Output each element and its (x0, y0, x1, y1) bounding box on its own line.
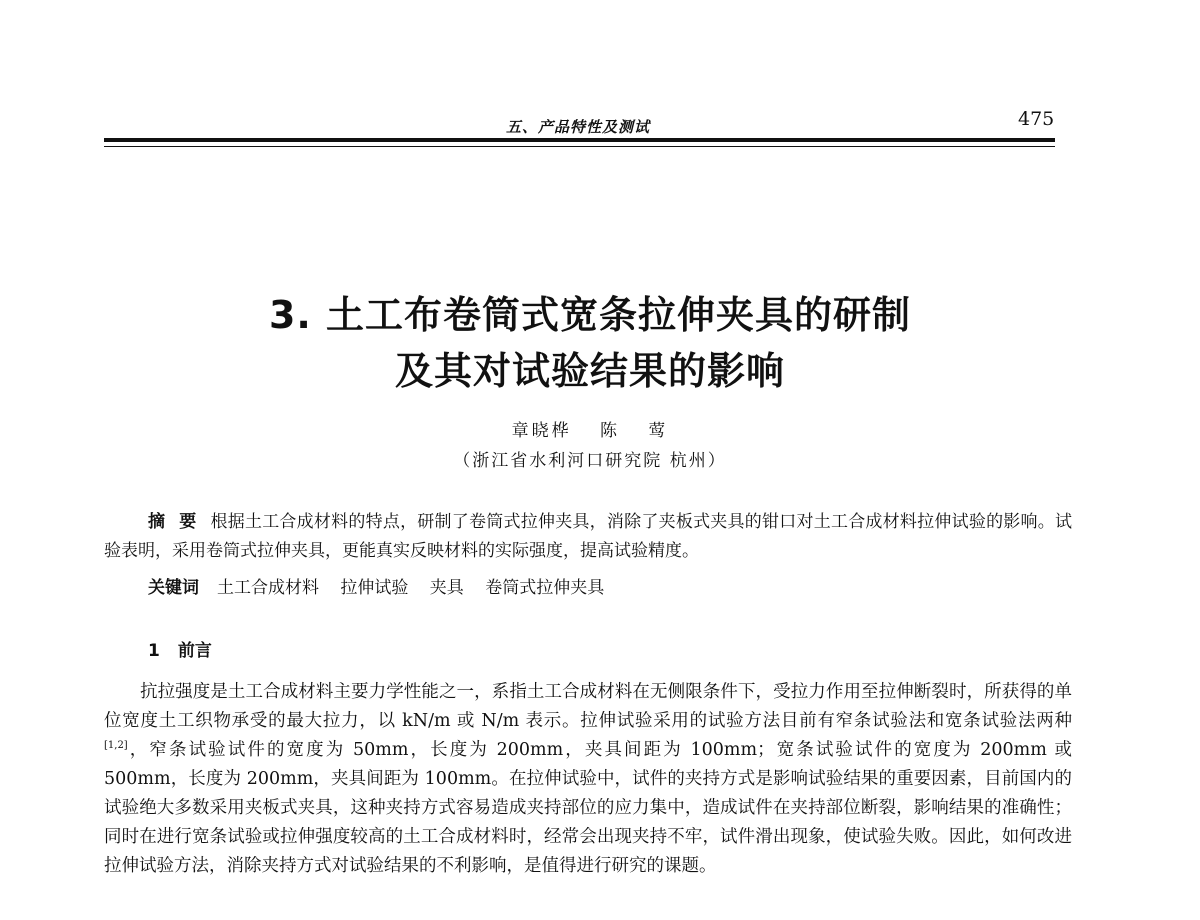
body-text-part1: 抗拉强度是土工合成材料主要力学性能之一，系指土工合成材料在无侧限条件下，受拉力作用至拉伸断裂时，所获得的单位宽度土工织物承受的最大拉力，以 kN/m 或 N/m 表示。拉伸试验采用的试验方法目前有窄条试验法和宽条试验法两种 (104, 682, 1072, 731)
keywords-text: 土工合成材料 拉伸试验 夹具 卷筒式拉伸夹具 (217, 578, 605, 598)
body-paragraph (104, 678, 1072, 881)
page-number: 475 (1018, 108, 1055, 130)
article-title-line1: 3. 土工布卷筒式宽条拉伸夹具的研制 (268, 293, 912, 337)
abstract-label: 摘要 (148, 512, 211, 532)
authors: 章晓桦 陈 莺 (511, 421, 669, 441)
keywords-label: 关键词 (148, 578, 199, 598)
abstract (104, 508, 1072, 566)
running-header-title: 五、产品特性及测试 (506, 118, 651, 136)
article-title-line2: 及其对试验结果的影响 (394, 349, 785, 393)
body-text-part2: ，窄条试验试件的宽度为 50mm，长度为 200mm，夹具间距为 100mm；宽条试验试件的宽度为 200mm 或 500mm，长度为 200mm，夹具间距为 100mm。在拉伸试验中，试件的夹持方式是影响试验结果的重要因素，目前国内的试验绝大多数采用夹板式夹具，这种夹持方式容易造成夹持部位的应力集中，造成试件在夹持部位断裂，影响结果的准确性；同时在进行宽条试验或拉伸强度较高的土工合成材料时，经常会出现夹持不牢，试件滑出现象，使试验失败。因此，如何改进拉伸试验方法，消除夹持方式对试验结果的不利影响，是值得进行研究的课题。 (104, 740, 1072, 876)
abstract-paragraph (104, 508, 1072, 566)
keywords (148, 574, 1068, 603)
section-number: 1 (148, 641, 160, 661)
section-heading (148, 636, 212, 661)
section-title: 前言 (177, 641, 212, 661)
affiliation: （浙江省水利河口研究院 杭州） (453, 451, 727, 471)
article-title (150, 287, 1030, 399)
header-rule-thin (104, 146, 1055, 147)
header-rule-thick (104, 138, 1055, 142)
abstract-text: 根据土工合成材料的特点，研制了卷筒式拉伸夹具，消除了夹板式夹具的钳口对土工合成材料拉伸试验的影响。试验表明，采用卷筒式拉伸夹具，更能真实反映材料的实际强度，提高试验精度。 (104, 512, 1073, 561)
citation: [1,2] (104, 740, 128, 752)
